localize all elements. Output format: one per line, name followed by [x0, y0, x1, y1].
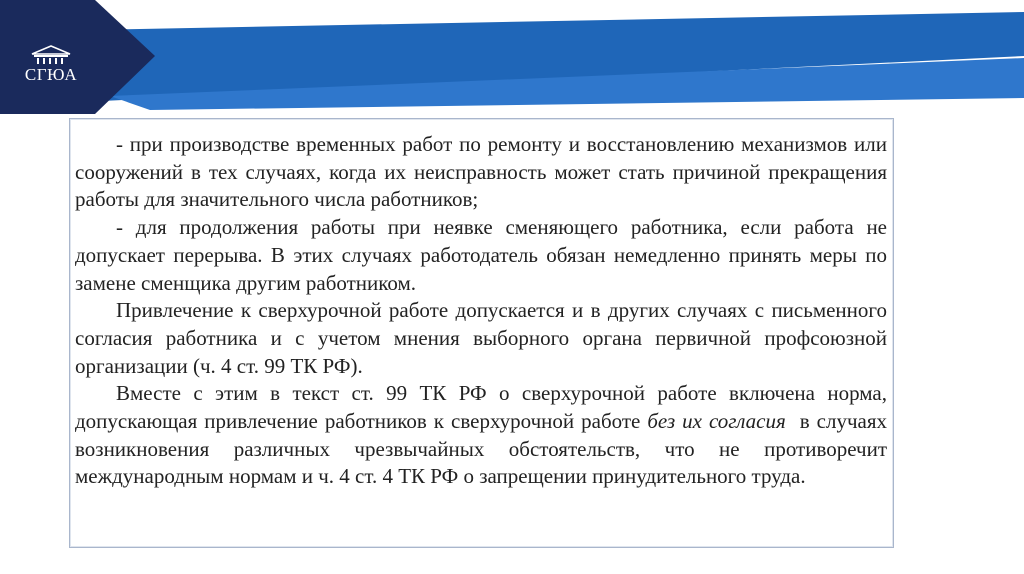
- paragraph-4-emphasis: без их согласия: [647, 409, 786, 434]
- paragraph-4-start: Вместе с этим в текст ст. 99 ТК РФ о сверхурочной работе включена норма, допускающая привлечение работников к сверхурочной работе: [75, 381, 887, 434]
- logo-text: СГЮА: [24, 65, 78, 84]
- paragraph-4-end: в случаях возникновения различных чрезвычайных обстоятельств, что не противоречит международным нормам и ч. 4 ст. 4 ТК РФ о запрещении принудительного труда.: [75, 409, 893, 489]
- paragraph-3: Привлечение к сверхурочной работе допускается и в других случаях с письменного согласия работника и с учетом мнения выборного органа первичной профсоюзной организации (ч. 4 ст. 99 ТК РФ).: [75, 298, 887, 378]
- paragraph-2: - для продолжения работы при неявке сменяющего работника, если работа не допускает перерыва. В этих случаях работодатель обязан немедленно принять меры по замене сменщика другим работником.: [75, 215, 887, 295]
- header-banner: [0, 0, 1024, 118]
- building-icon: [18, 44, 84, 66]
- paragraph-1: - при производстве временных работ по ремонту и восстановлению механизмов или сооружений в тех случаях, когда их неисправность может стать причиной прекращения работы для значительного числа работников;: [75, 132, 887, 212]
- paragraph-4: [75, 380, 893, 491]
- content-box: [69, 118, 894, 548]
- body-text: [75, 131, 893, 491]
- header-stripes: [0, 0, 1024, 118]
- logo: [18, 44, 84, 94]
